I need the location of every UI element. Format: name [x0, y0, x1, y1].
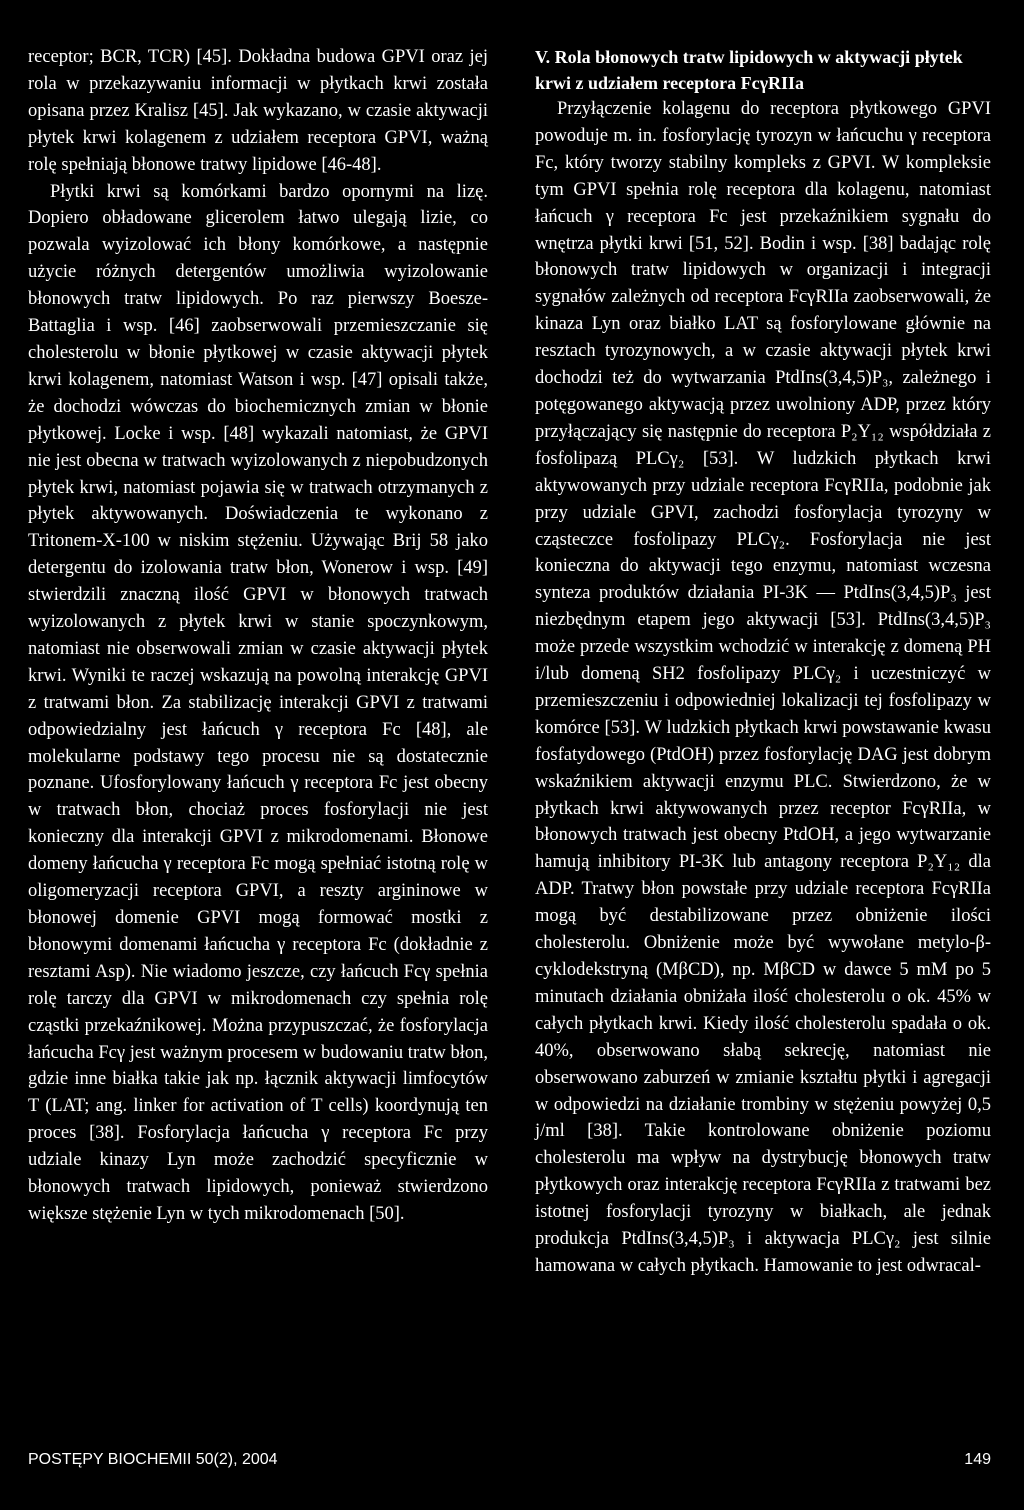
journal-citation: POSTĘPY BIOCHEMII 50(2), 2004: [28, 1451, 278, 1468]
section-heading: V. Rola błonowych tratw lipidowych w aktywacji płytek krwi z udziałem receptora FcγRIIa: [535, 47, 963, 93]
left-paragraph-1: receptor; BCR, TCR) [45]. Dokładna budowa GPVI oraz jej rola w przekazywaniu informacji w płytkach krwi została opisana przez Kralisz [45]. Jak wykazano, w czasie aktywacji płytek krwi kolagenem z udziałem receptora GPVI, ważną rolę spełniają błonowe tratwy lipidowe [46-48].: [28, 47, 488, 175]
page-number: 149: [964, 1451, 991, 1468]
left-paragraph-2: Płytki krwi są komórkami bardzo opornymi na lizę. Dopiero obładowane glicerolem łatwo ulegają lizie, co pozwala wyizolować ich błony komórkowe, a następnie użycie różnych detergentów umożliwia wyizolowanie błonowych tratw lipidowych. Po raz pierwszy Boesze-Battaglia i wsp. [46] zaobserwowali przemieszczanie się cholesterolu w błonie płytkowej w czasie aktywacji płytek krwi kolagenem, natomiast Watson i wsp. [47] opisali także, że dochodzi wówczas do biochemicznych zmian w błonie płytkowej. Locke i wsp. [48] wykazali natomiast, że GPVI nie jest obecna w tratwach wyizolowanych z niepobudzonych płytek krwi, natomiast pojawia się w tratwach otrzymanych z płytek aktywowanych. Doświadczenia te wykonano z Tritonem-X-100 w niskim stężeniu. Używając Brij 58 jako detergentu do izolowania tratw błon, Wonerow i wsp. [49] stwierdzili znaczną ilość GPVI w błonowych tratwach wyizolowanych z płytek krwi w stanie spoczynkowym, natomiast nie obserwowali zmian w czasie aktywacji płytek krwi. Wyniki te raczej wskazują na powolną interakcję GPVI z tratwami błon. Za stabilizację interakcji GPVI z tratwami odpowiedzialny jest łańcuch γ receptora Fc [48], ale molekularne podstawy tego procesu nie są dostatecznie poznane. Ufosforylowany łańcuch γ receptora Fc jest obecny w tratwach błon, chociaż proces fosforylacji nie jest konieczny dla interakcji GPVI z mikrodomenami. Błonowe domeny łańcucha γ receptora Fc mogą spełniać istotną rolę w oligomeryzacji receptora GPVI, a reszty argininowe w błonowej domenie GPVI mogą formować mostki z błonowymi domenami łańcucha γ receptora Fc (dokładnie z resztami Asp). Nie wiadomo jeszcze, czy łańcuch Fcγ spełnia rolę tarczy dla GPVI w mikrodomenach czy spełnia rolę cząstki przekaźnikowej. Można przypuszczać, że fosforylacja łańcucha Fcγ jest ważnym procesem w budowaniu tratw błon, gdzie inne białka takie jak np. łącznik aktywacji limfocytów T (LAT; ang. linker for activation of T cells) koordynują ten proces [38]. Fosforylacja łańcucha γ receptora Fc przy udziale kinazy Lyn może zachodzić specyficznie w błonowych tratwach lipidowych, ponieważ stwierdzono większe stężenie Lyn w tych mikrodomenach [50].: [28, 181, 488, 1224]
right-paragraph-1: Przyłączenie kolagenu do receptora płytkowego GPVI powoduje m. in. fosforylację tyrozyn w łańcuchu γ receptora Fc, który tworzy stabilny kompleks z GPVI. W kompleksie tym GPVI spełnia rolę receptora dla kolagenu, natomiast łańcuch γ receptora Fc jest przekaźnikiem sygnału do wnętrza płytki krwi [51, 52]. Bodin i wsp. [38] badając rolę błonowych tratw lipidowych w organizacji i integracji sygnałów zależnych od receptora FcγRIIa zaobserwowali, że kinaza Lyn oraz białko LAT są fosforylowane głównie na resztach tyrozynowych, a w czasie aktywacji płytek krwi dochodzi też do wytwarzania PtdIns(3,4,5)P₃, zależnego i potęgowanego aktywacją przez uwolniony ADP, przez który przyłączający się następnie do receptora P₂Y₁₂ współdziała z fosfolipazą PLCγ₂ [53]. W ludzkich płytkach krwi aktywowanych przy udziale receptora FcγRIIa, podobnie jak przy udziale GPVI, zachodzi fosforylacja tyrozyny w cząsteczce fosfolipazy PLCγ₂. Fosforylacja nie jest konieczna do aktywacji tego enzymu, natomiast wczesna synteza produktów działania PI-3K — PtdIns(3,4,5)P₃ jest niezbędnym etapem jego aktywacji [53]. PtdIns(3,4,5)P₃ może przede wszystkim wchodzić w interakcję z domeną PH i/lub domeną SH2 fosfolipazy PLCγ₂ i uczestniczyć w przemieszczeniu i odpowiedniej lokalizacji tej fosfolipazy w komórce [53]. W ludzkich płytkach krwi powstawanie kwasu fosfatydowego (PtdOH) przez fosforylację DAG jest dobrym wskaźnikiem aktywacji enzymu PLC. Stwierdzono, że w płytkach krwi aktywowanych przez receptor FcγRIIa, w błonowych tratwach jest obecny PtdOH, a jego wytwarzanie hamują inhibitory PI-3K lub antagony receptora P₂Y₁₂ dla ADP. Tratwy błon powstałe przy udziale receptora FcγRIIa mogą być destabilizowane przez obniżenie ilości cholesterolu. Obniżenie może być wywołane metylo-β-cyklodekstryną (MβCD), np. MβCD w dawce 5 mM po 5 minutach działania obniżała ilość cholesterolu o ok. 45% w całych płytkach krwi. Kiedy ilość cholesterolu spadała o ok. 40%, obserwowano słabą sekrecję, natomiast nie obserwowano zaburzeń w zmianie kształtu płytki i agregacji w odpowiedzi na działanie trombiny w stężeniu powyżej 0,5 j/ml [38]. Takie kontrolowane obniżenie poziomu cholesterolu ma wpływ na dystrybucję błonowych tratw płytkowych oraz interakcję receptora FcγRIIa z tratwami bez istotnej fosforylacji tyrozyny w białkach, ale jednak produkcja PtdIns(3,4,5)P₃ i aktywacja PLCγ₂ jest silnie hamowana w całych płytkach. Hamowanie to jest odwracal-: [535, 99, 991, 1276]
right-column: [535, 44, 991, 1280]
page-footer: [28, 1451, 991, 1469]
left-column: [28, 44, 488, 1228]
